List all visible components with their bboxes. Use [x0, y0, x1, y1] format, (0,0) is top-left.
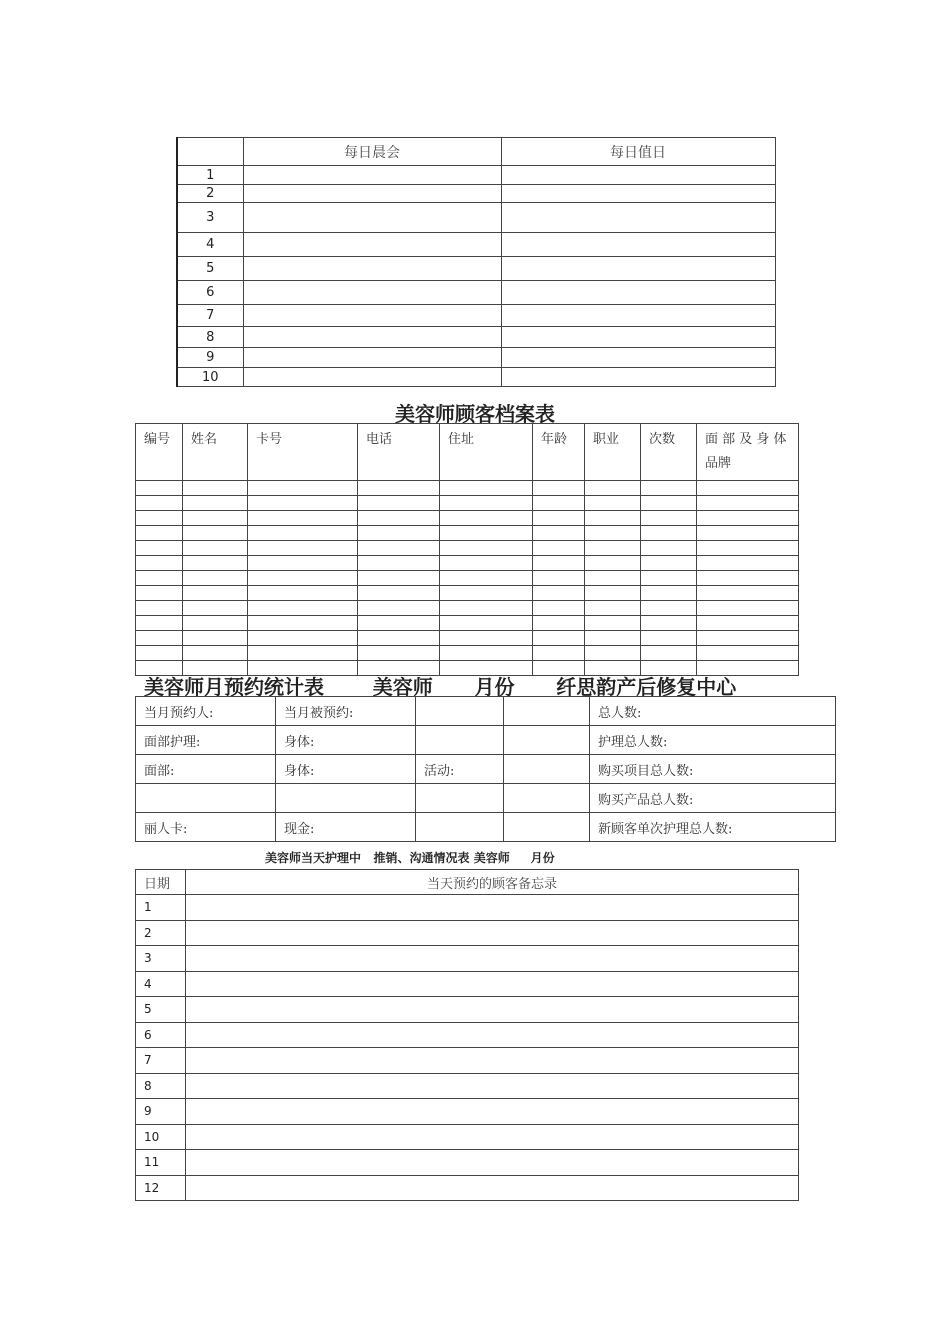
customer-cell[interactable] [585, 646, 641, 661]
customer-row [136, 631, 799, 646]
stats-cell[interactable]: 购买项目总人数: [590, 755, 836, 784]
customer-cell[interactable] [183, 616, 248, 631]
memo-date-cell: 4 [136, 971, 186, 997]
duty-cell[interactable] [243, 257, 501, 281]
duty-row-number: 5 [177, 257, 243, 281]
duty-corner-cell [177, 138, 243, 166]
customer-cell[interactable] [440, 496, 533, 511]
stats-cell[interactable]: 丽人卡: [136, 813, 276, 842]
duty-cell[interactable] [243, 368, 501, 387]
memo-row [136, 1124, 799, 1150]
customer-cell[interactable] [585, 631, 641, 646]
customer-row [136, 601, 799, 616]
memo-row [136, 1175, 799, 1201]
customer-cell[interactable] [136, 526, 183, 541]
stats-cell[interactable] [416, 784, 504, 813]
customer-cell[interactable] [248, 586, 358, 601]
customer-cell[interactable] [358, 631, 440, 646]
duty-row-number: 1 [177, 166, 243, 185]
customer-cell[interactable] [358, 586, 440, 601]
col-brand-header: 面 部 及 身 体 品牌 [697, 424, 799, 481]
col-id-header: 编号 [136, 424, 183, 481]
stats-cell[interactable] [504, 726, 590, 755]
customer-cell[interactable] [248, 481, 358, 496]
customer-cell[interactable] [440, 631, 533, 646]
memo-date-cell: 2 [136, 920, 186, 946]
memo-header: 当天预约的顾客备忘录 [186, 870, 799, 895]
stats-cell[interactable]: 新顾客单次护理总人数: [590, 813, 836, 842]
customer-cell[interactable] [585, 616, 641, 631]
customer-cell[interactable] [585, 586, 641, 601]
customer-cell[interactable] [533, 646, 585, 661]
memo-title: 美容师当天护理中 推销、沟通情况表 美容师 月份 [265, 851, 555, 865]
stats-cell[interactable] [504, 697, 590, 726]
memo-row [136, 971, 799, 997]
customer-cell[interactable] [248, 496, 358, 511]
customer-cell[interactable] [585, 556, 641, 571]
customer-cell[interactable] [533, 496, 585, 511]
duty-cell[interactable] [501, 327, 775, 348]
customer-cell[interactable] [183, 571, 248, 586]
customer-cell[interactable] [136, 631, 183, 646]
morning-meeting-header: 每日晨会 [243, 138, 501, 166]
duty-cell[interactable] [501, 281, 775, 305]
customer-cell[interactable] [183, 541, 248, 556]
customer-cell[interactable] [697, 511, 799, 526]
memo-row [136, 895, 799, 921]
memo-date-cell: 5 [136, 997, 186, 1023]
customer-cell[interactable] [248, 631, 358, 646]
customer-cell[interactable] [697, 496, 799, 511]
customer-cell[interactable] [136, 601, 183, 616]
customer-cell[interactable] [248, 541, 358, 556]
customer-cell[interactable] [440, 646, 533, 661]
memo-date-cell: 7 [136, 1048, 186, 1074]
customer-cell[interactable] [358, 496, 440, 511]
customer-cell[interactable] [248, 556, 358, 571]
customer-cell[interactable] [183, 631, 248, 646]
customer-row [136, 511, 799, 526]
memo-date-cell: 3 [136, 946, 186, 972]
stats-cell[interactable]: 护理总人数: [590, 726, 836, 755]
customer-cell[interactable] [358, 511, 440, 526]
customer-file-title: 美容师顾客档案表 [395, 402, 555, 426]
customer-cell[interactable] [697, 646, 799, 661]
duty-cell[interactable] [243, 281, 501, 305]
memo-note-cell[interactable] [186, 1150, 799, 1176]
customer-cell[interactable] [697, 556, 799, 571]
customer-cell[interactable] [533, 616, 585, 631]
customer-row [136, 571, 799, 586]
customer-cell[interactable] [697, 601, 799, 616]
memo-date-cell: 6 [136, 1022, 186, 1048]
duty-row-number: 6 [177, 281, 243, 305]
stats-cell[interactable] [136, 784, 276, 813]
memo-note-cell[interactable] [186, 1073, 799, 1099]
customer-cell[interactable] [440, 526, 533, 541]
col-visits-header: 次数 [641, 424, 697, 481]
customer-cell[interactable] [183, 556, 248, 571]
memo-note-cell[interactable] [186, 1124, 799, 1150]
memo-date-cell: 10 [136, 1124, 186, 1150]
stats-cell[interactable]: 当月预约人: [136, 697, 276, 726]
memo-date-cell: 1 [136, 895, 186, 921]
customer-cell[interactable] [641, 496, 697, 511]
customer-cell[interactable] [136, 556, 183, 571]
customer-cell[interactable] [697, 481, 799, 496]
monthly-stats-table [135, 696, 836, 842]
customer-cell[interactable] [136, 646, 183, 661]
customer-cell[interactable] [183, 496, 248, 511]
customer-cell[interactable] [533, 526, 585, 541]
stats-row [136, 813, 836, 842]
duty-cell[interactable] [501, 257, 775, 281]
customer-cell[interactable] [248, 526, 358, 541]
customer-cell[interactable] [641, 556, 697, 571]
customer-cell[interactable] [533, 481, 585, 496]
customer-cell[interactable] [183, 601, 248, 616]
customer-cell[interactable] [585, 496, 641, 511]
customer-cell[interactable] [585, 511, 641, 526]
customer-cell[interactable] [440, 601, 533, 616]
col-phone-header: 电话 [358, 424, 440, 481]
customer-cell[interactable] [585, 481, 641, 496]
memo-table [135, 869, 799, 1201]
stats-row [136, 726, 836, 755]
duty-cell[interactable] [243, 203, 501, 233]
stats-cell[interactable] [504, 813, 590, 842]
customer-cell[interactable] [440, 541, 533, 556]
stats-cell[interactable]: 身体: [276, 726, 416, 755]
memo-row [136, 1022, 799, 1048]
duty-cell[interactable] [501, 203, 775, 233]
customer-cell[interactable] [136, 496, 183, 511]
customer-cell[interactable] [641, 616, 697, 631]
duty-row-number: 4 [177, 233, 243, 257]
customer-cell[interactable] [136, 481, 183, 496]
stats-cell[interactable]: 活动: [416, 755, 504, 784]
stats-cell[interactable] [416, 813, 504, 842]
customer-cell[interactable] [697, 586, 799, 601]
memo-note-cell[interactable] [186, 997, 799, 1023]
customer-row [136, 481, 799, 496]
duty-row-number: 9 [177, 348, 243, 368]
customer-cell[interactable] [136, 586, 183, 601]
memo-note-cell[interactable] [186, 1099, 799, 1125]
customer-cell[interactable] [440, 556, 533, 571]
duty-cell[interactable] [243, 327, 501, 348]
stats-cell[interactable] [416, 697, 504, 726]
stats-cell[interactable]: 当月被预约: [276, 697, 416, 726]
duty-cell[interactable] [501, 233, 775, 257]
monthly-stats-title: 美容师月预约统计表 美容师 月份 纤思韵产后修复中心 [144, 675, 737, 699]
duty-cell[interactable] [501, 368, 775, 387]
duty-cell[interactable] [243, 348, 501, 368]
duty-cell[interactable] [501, 166, 775, 185]
memo-row [136, 1099, 799, 1125]
stats-cell[interactable] [504, 755, 590, 784]
customer-cell[interactable] [697, 631, 799, 646]
stats-cell[interactable]: 面部: [136, 755, 276, 784]
col-card-header: 卡号 [248, 424, 358, 481]
customer-cell[interactable] [533, 586, 585, 601]
customer-cell[interactable] [641, 511, 697, 526]
col-address-header: 住址 [440, 424, 533, 481]
duty-cell[interactable] [501, 185, 775, 203]
memo-row [136, 1150, 799, 1176]
customer-cell[interactable] [248, 616, 358, 631]
customer-cell[interactable] [358, 556, 440, 571]
customer-cell[interactable] [248, 571, 358, 586]
customer-file-rows [136, 481, 799, 676]
customer-cell[interactable] [641, 601, 697, 616]
stats-row [136, 697, 836, 726]
date-header: 日期 [136, 870, 186, 895]
duty-row-number: 2 [177, 185, 243, 203]
duty-table [176, 137, 776, 387]
stats-cell[interactable]: 身体: [276, 755, 416, 784]
customer-cell[interactable] [585, 571, 641, 586]
memo-row [136, 1048, 799, 1074]
customer-cell[interactable] [641, 481, 697, 496]
stats-row [136, 784, 836, 813]
customer-row [136, 556, 799, 571]
customer-row [136, 496, 799, 511]
customer-cell[interactable] [697, 616, 799, 631]
customer-cell[interactable] [136, 616, 183, 631]
stats-row [136, 755, 836, 784]
customer-cell[interactable] [533, 571, 585, 586]
customer-cell[interactable] [533, 556, 585, 571]
duty-cell[interactable] [243, 305, 501, 327]
duty-cell[interactable] [501, 348, 775, 368]
customer-cell[interactable] [533, 631, 585, 646]
customer-cell[interactable] [358, 526, 440, 541]
customer-cell[interactable] [440, 571, 533, 586]
customer-row [136, 646, 799, 661]
customer-cell[interactable] [641, 571, 697, 586]
memo-note-cell[interactable] [186, 1048, 799, 1074]
customer-row [136, 526, 799, 541]
customer-cell[interactable] [641, 586, 697, 601]
customer-cell[interactable] [358, 541, 440, 556]
customer-cell[interactable] [585, 541, 641, 556]
col-age-header: 年龄 [533, 424, 585, 481]
customer-cell[interactable] [585, 601, 641, 616]
memo-note-cell[interactable] [186, 971, 799, 997]
customer-cell[interactable] [358, 616, 440, 631]
customer-cell[interactable] [248, 601, 358, 616]
customer-cell[interactable] [440, 481, 533, 496]
memo-date-cell: 11 [136, 1150, 186, 1176]
stats-cell[interactable]: 面部护理: [136, 726, 276, 755]
customer-cell[interactable] [697, 541, 799, 556]
duty-row-number: 10 [177, 368, 243, 387]
customer-cell[interactable] [440, 616, 533, 631]
memo-note-cell[interactable] [186, 946, 799, 972]
stats-cell[interactable] [276, 784, 416, 813]
memo-row [136, 920, 799, 946]
customer-cell[interactable] [440, 511, 533, 526]
customer-cell[interactable] [358, 571, 440, 586]
customer-row [136, 541, 799, 556]
daily-duty-header: 每日值日 [501, 138, 775, 166]
customer-cell[interactable] [641, 541, 697, 556]
memo-note-cell[interactable] [186, 1022, 799, 1048]
customer-cell[interactable] [183, 646, 248, 661]
customer-cell[interactable] [358, 601, 440, 616]
stats-cell[interactable] [504, 784, 590, 813]
memo-row [136, 946, 799, 972]
customer-cell[interactable] [183, 526, 248, 541]
customer-cell[interactable] [697, 571, 799, 586]
stats-cell[interactable] [416, 726, 504, 755]
customer-cell[interactable] [358, 646, 440, 661]
duty-row-number: 8 [177, 327, 243, 348]
customer-cell[interactable] [533, 541, 585, 556]
customer-row [136, 586, 799, 601]
customer-cell[interactable] [641, 631, 697, 646]
memo-date-cell: 12 [136, 1175, 186, 1201]
customer-file-table [135, 423, 799, 676]
customer-cell[interactable] [697, 526, 799, 541]
customer-cell[interactable] [248, 646, 358, 661]
col-name-header: 姓名 [183, 424, 248, 481]
stats-cell[interactable]: 购买产品总人数: [590, 784, 836, 813]
customer-cell[interactable] [585, 526, 641, 541]
memo-date-cell: 9 [136, 1099, 186, 1125]
memo-note-cell[interactable] [186, 920, 799, 946]
customer-cell[interactable] [248, 511, 358, 526]
duty-cell[interactable] [243, 233, 501, 257]
customer-cell[interactable] [136, 511, 183, 526]
customer-cell[interactable] [533, 511, 585, 526]
duty-row-number: 3 [177, 203, 243, 233]
customer-cell[interactable] [183, 586, 248, 601]
customer-cell[interactable] [440, 586, 533, 601]
customer-cell[interactable] [641, 646, 697, 661]
duty-cell[interactable] [501, 305, 775, 327]
duty-cell[interactable] [243, 166, 501, 185]
memo-row [136, 997, 799, 1023]
duty-cell[interactable] [243, 185, 501, 203]
customer-cell[interactable] [358, 481, 440, 496]
customer-cell[interactable] [183, 511, 248, 526]
customer-cell[interactable] [533, 601, 585, 616]
memo-row [136, 1073, 799, 1099]
customer-cell[interactable] [136, 541, 183, 556]
stats-cell[interactable]: 现金: [276, 813, 416, 842]
stats-cell[interactable]: 总人数: [590, 697, 836, 726]
customer-row [136, 616, 799, 631]
customer-cell[interactable] [136, 571, 183, 586]
customer-cell[interactable] [641, 526, 697, 541]
customer-cell[interactable] [183, 481, 248, 496]
memo-note-cell[interactable] [186, 895, 799, 921]
memo-note-cell[interactable] [186, 1175, 799, 1201]
col-job-header: 职业 [585, 424, 641, 481]
duty-row-number: 7 [177, 305, 243, 327]
memo-date-cell: 8 [136, 1073, 186, 1099]
